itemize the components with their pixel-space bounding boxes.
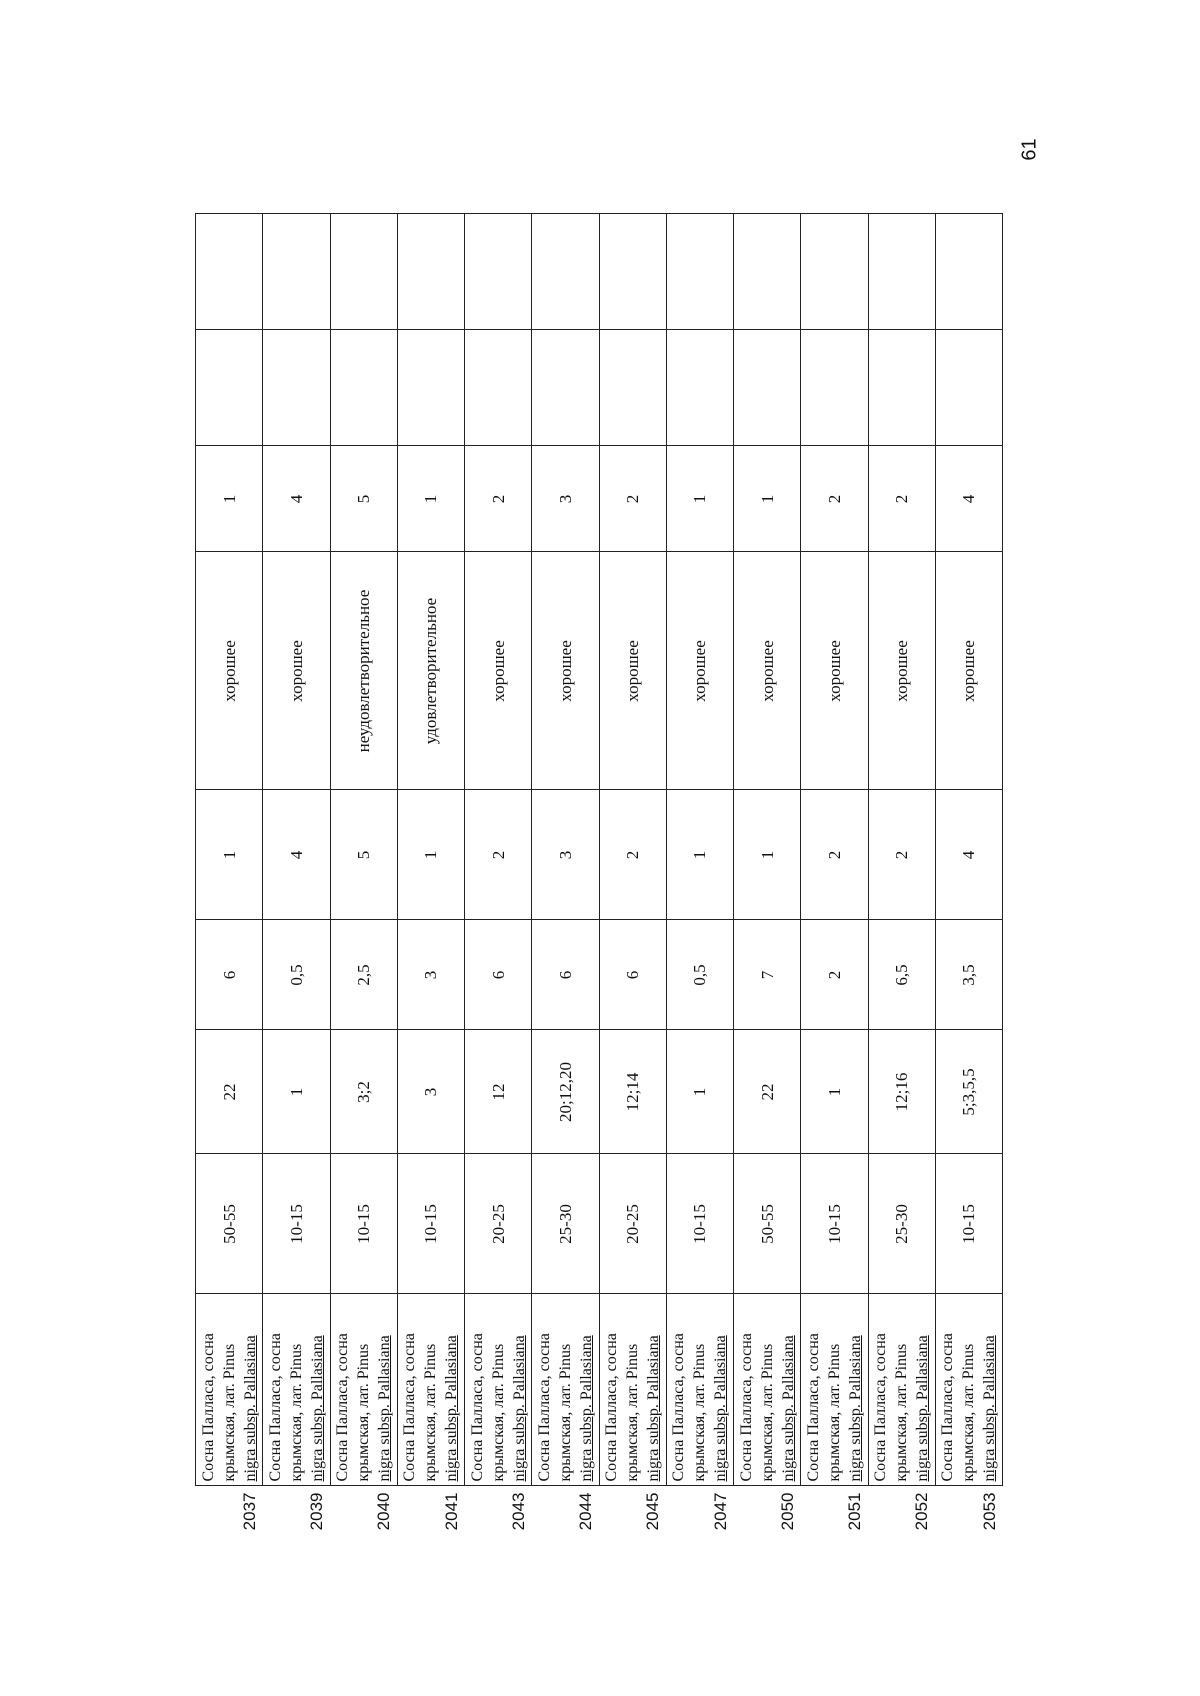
diameter-cell: 12;16 xyxy=(868,1030,935,1154)
species-line: nigra subsp. Pallasiana xyxy=(846,1335,864,1482)
empty-cell xyxy=(666,330,733,446)
empty-cell xyxy=(397,330,464,446)
count2-cell: 1 xyxy=(397,446,464,552)
count2-cell: 1 xyxy=(734,446,801,552)
species-line: nigra subsp. Pallasiana xyxy=(510,1335,528,1482)
species-line: Сосна Палласа, сосна xyxy=(603,1333,621,1482)
height-cell: 6 xyxy=(532,920,599,1030)
species-line: nigra subsp. Pallasiana xyxy=(443,1335,461,1482)
height-cell: 2 xyxy=(801,920,868,1030)
condition-cell: хорошее xyxy=(868,552,935,790)
species-line: крымская, лат. Pinus xyxy=(691,1343,709,1482)
species-line: крымская, лат. Pinus xyxy=(220,1343,238,1482)
row-id-cell: 2052 xyxy=(912,1492,932,1531)
species-line: Сосна Палласа, сосна xyxy=(266,1333,284,1482)
empty-cell xyxy=(263,214,330,330)
table-row xyxy=(935,214,1002,1538)
height-cell: 0,5 xyxy=(263,920,330,1030)
count2-cell: 4 xyxy=(263,446,330,552)
empty-cell xyxy=(532,330,599,446)
empty-cell xyxy=(935,214,1002,330)
species-line: крымская, лат. Pinus xyxy=(893,1343,911,1482)
empty-cell xyxy=(330,330,397,446)
empty-cell xyxy=(868,330,935,446)
species-line: nigra subsp. Pallasiana xyxy=(645,1335,663,1482)
empty-cell xyxy=(868,214,935,330)
height-cell: 6,5 xyxy=(868,920,935,1030)
species-line: крымская, лат. Pinus xyxy=(355,1343,373,1482)
condition-cell: хорошее xyxy=(465,552,532,790)
count-cell: 5 xyxy=(330,790,397,920)
page-number: 61 xyxy=(1018,138,1041,161)
table-row xyxy=(532,214,599,1538)
diameter-cell: 22 xyxy=(734,1030,801,1154)
empty-cell xyxy=(465,330,532,446)
empty-cell xyxy=(196,330,263,446)
species-cell xyxy=(935,1294,1002,1486)
table-row xyxy=(734,214,801,1538)
count2-cell: 1 xyxy=(666,446,733,552)
species-line: крымская, лат. Pinus xyxy=(960,1343,978,1482)
diameter-cell: 22 xyxy=(196,1030,263,1154)
species-line: Сосна Палласа, сосна xyxy=(737,1333,755,1482)
species-line: Сосна Палласа, сосна xyxy=(804,1333,822,1482)
empty-cell xyxy=(935,330,1002,446)
species-line: nigra subsp. Pallasiana xyxy=(308,1335,326,1482)
row-id-cell: 2051 xyxy=(845,1492,864,1531)
species-cell xyxy=(397,1294,464,1486)
diameter-cell: 3 xyxy=(397,1030,464,1154)
age-cell: 50-55 xyxy=(734,1154,801,1294)
row-id-cell: 2039 xyxy=(307,1492,326,1531)
empty-cell xyxy=(666,214,733,330)
species-line: Сосна Палласа, сосна xyxy=(670,1333,688,1482)
row-id-cell: 2053 xyxy=(979,1492,999,1531)
count-cell: 1 xyxy=(666,790,733,920)
empty-cell xyxy=(801,330,868,446)
count2-cell: 2 xyxy=(465,446,532,552)
species-line: Сосна Палласа, сосна xyxy=(535,1333,553,1482)
condition-cell: неудовлетворительное xyxy=(330,552,397,790)
count-cell: 1 xyxy=(734,790,801,920)
diameter-cell: 12;14 xyxy=(599,1030,666,1154)
count-cell: 1 xyxy=(397,790,464,920)
species-line: крымская, лат. Pinus xyxy=(556,1343,574,1482)
count2-cell: 1 xyxy=(196,446,263,552)
table-body xyxy=(196,214,1003,1538)
count2-cell: 2 xyxy=(868,446,935,552)
height-cell: 6 xyxy=(465,920,532,1030)
height-cell: 3 xyxy=(397,920,464,1030)
species-line: nigra subsp. Pallasiana xyxy=(577,1335,595,1482)
species-cell xyxy=(666,1294,733,1486)
age-cell: 10-15 xyxy=(666,1154,733,1294)
table-row xyxy=(868,214,935,1538)
age-cell: 50-55 xyxy=(196,1154,263,1294)
empty-cell xyxy=(263,330,330,446)
species-line: Сосна Палласа, сосна xyxy=(872,1333,890,1482)
height-cell: 3,5 xyxy=(935,920,1002,1030)
empty-cell xyxy=(465,214,532,330)
row-id-cell: 2050 xyxy=(777,1492,797,1531)
count-cell: 2 xyxy=(801,790,868,920)
height-cell: 6 xyxy=(196,920,263,1030)
age-cell: 10-15 xyxy=(397,1154,464,1294)
tree-inventory-table xyxy=(195,214,1003,1539)
empty-cell xyxy=(330,214,397,330)
count-cell: 4 xyxy=(935,790,1002,920)
species-line: Сосна Палласа, сосна xyxy=(199,1333,217,1482)
height-cell: 0,5 xyxy=(666,920,733,1030)
row-id-cell: 2044 xyxy=(576,1492,595,1531)
species-line: nigra subsp. Pallasiana xyxy=(914,1335,932,1482)
species-cell xyxy=(196,1294,263,1486)
species-cell xyxy=(801,1294,868,1486)
condition-cell: хорошее xyxy=(666,552,733,790)
empty-cell xyxy=(196,214,263,330)
count2-cell: 2 xyxy=(801,446,868,552)
species-cell xyxy=(263,1294,330,1486)
empty-cell xyxy=(599,214,666,330)
table-row xyxy=(801,214,868,1538)
table-row xyxy=(666,214,733,1538)
count-cell: 3 xyxy=(532,790,599,920)
row-id-cell: 2045 xyxy=(643,1492,663,1531)
count2-cell: 3 xyxy=(532,446,599,552)
table-row xyxy=(599,214,666,1538)
row-id-cell: 2040 xyxy=(374,1492,394,1531)
count-cell: 2 xyxy=(868,790,935,920)
species-cell xyxy=(532,1294,599,1486)
row-id-cell: 2041 xyxy=(441,1492,461,1531)
diameter-cell: 1 xyxy=(801,1030,868,1154)
species-line: крымская, лат. Pinus xyxy=(624,1343,642,1482)
condition-cell: хорошее xyxy=(734,552,801,790)
species-line: Сосна Палласа, сосна xyxy=(939,1333,957,1482)
age-cell: 10-15 xyxy=(263,1154,330,1294)
age-cell: 25-30 xyxy=(532,1154,599,1294)
row-id-cell: 2043 xyxy=(508,1492,528,1531)
count-cell: 2 xyxy=(465,790,532,920)
species-cell xyxy=(330,1294,397,1486)
condition-cell: хорошее xyxy=(801,552,868,790)
condition-cell: хорошее xyxy=(532,552,599,790)
tree-inventory-table-rotated xyxy=(195,214,1003,1538)
empty-cell xyxy=(734,330,801,446)
species-cell xyxy=(734,1294,801,1486)
species-cell xyxy=(868,1294,935,1486)
species-line: крымская, лат. Pinus xyxy=(489,1343,507,1482)
age-cell: 10-15 xyxy=(935,1154,1002,1294)
table-row xyxy=(330,214,397,1538)
species-line: Сосна Палласа, сосна xyxy=(334,1333,352,1482)
empty-cell xyxy=(734,214,801,330)
count-cell: 1 xyxy=(196,790,263,920)
condition-cell: хорошее xyxy=(263,552,330,790)
species-cell xyxy=(599,1294,666,1486)
condition-cell: хорошее xyxy=(196,552,263,790)
age-cell: 10-15 xyxy=(330,1154,397,1294)
species-line: крымская, лат. Pinus xyxy=(758,1343,776,1482)
species-line: крымская, лат. Pinus xyxy=(287,1343,305,1482)
table-row xyxy=(263,214,330,1538)
age-cell: 25-30 xyxy=(868,1154,935,1294)
table-row xyxy=(397,214,464,1538)
row-id-cell: 2037 xyxy=(239,1492,259,1531)
species-line: Сосна Палласа, сосна xyxy=(468,1333,486,1482)
count-cell: 2 xyxy=(599,790,666,920)
diameter-cell: 3;2 xyxy=(330,1030,397,1154)
count2-cell: 2 xyxy=(599,446,666,552)
species-line: крымская, лат. Pinus xyxy=(422,1343,440,1482)
empty-cell xyxy=(532,214,599,330)
diameter-cell: 12 xyxy=(465,1030,532,1154)
condition-cell: хорошее xyxy=(935,552,1002,790)
species-line: Сосна Палласа, сосна xyxy=(401,1333,419,1482)
diameter-cell: 1 xyxy=(263,1030,330,1154)
count2-cell: 4 xyxy=(935,446,1002,552)
age-cell: 20-25 xyxy=(599,1154,666,1294)
age-cell: 20-25 xyxy=(465,1154,532,1294)
species-line: nigra subsp. Pallasiana xyxy=(712,1335,730,1482)
empty-cell xyxy=(397,214,464,330)
table-row xyxy=(465,214,532,1538)
diameter-cell: 1 xyxy=(666,1030,733,1154)
age-cell: 10-15 xyxy=(801,1154,868,1294)
species-line: крымская, лат. Pinus xyxy=(825,1343,843,1482)
species-cell xyxy=(465,1294,532,1486)
empty-cell xyxy=(599,330,666,446)
table-row xyxy=(196,214,263,1538)
diameter-cell: 20;12,20 xyxy=(532,1030,599,1154)
count2-cell: 5 xyxy=(330,446,397,552)
species-line: nigra subsp. Pallasiana xyxy=(779,1335,797,1482)
height-cell: 6 xyxy=(599,920,666,1030)
species-line: nigra subsp. Pallasiana xyxy=(241,1335,259,1482)
species-line: nigra subsp. Pallasiana xyxy=(981,1335,999,1482)
empty-cell xyxy=(801,214,868,330)
condition-cell: удовлетворительное xyxy=(397,552,464,790)
count-cell: 4 xyxy=(263,790,330,920)
height-cell: 7 xyxy=(734,920,801,1030)
height-cell: 2,5 xyxy=(330,920,397,1030)
row-id-cell: 2047 xyxy=(710,1492,730,1531)
diameter-cell: 5;3,5,5 xyxy=(935,1030,1002,1154)
species-line: nigra subsp. Pallasiana xyxy=(376,1335,394,1482)
condition-cell: хорошее xyxy=(599,552,666,790)
